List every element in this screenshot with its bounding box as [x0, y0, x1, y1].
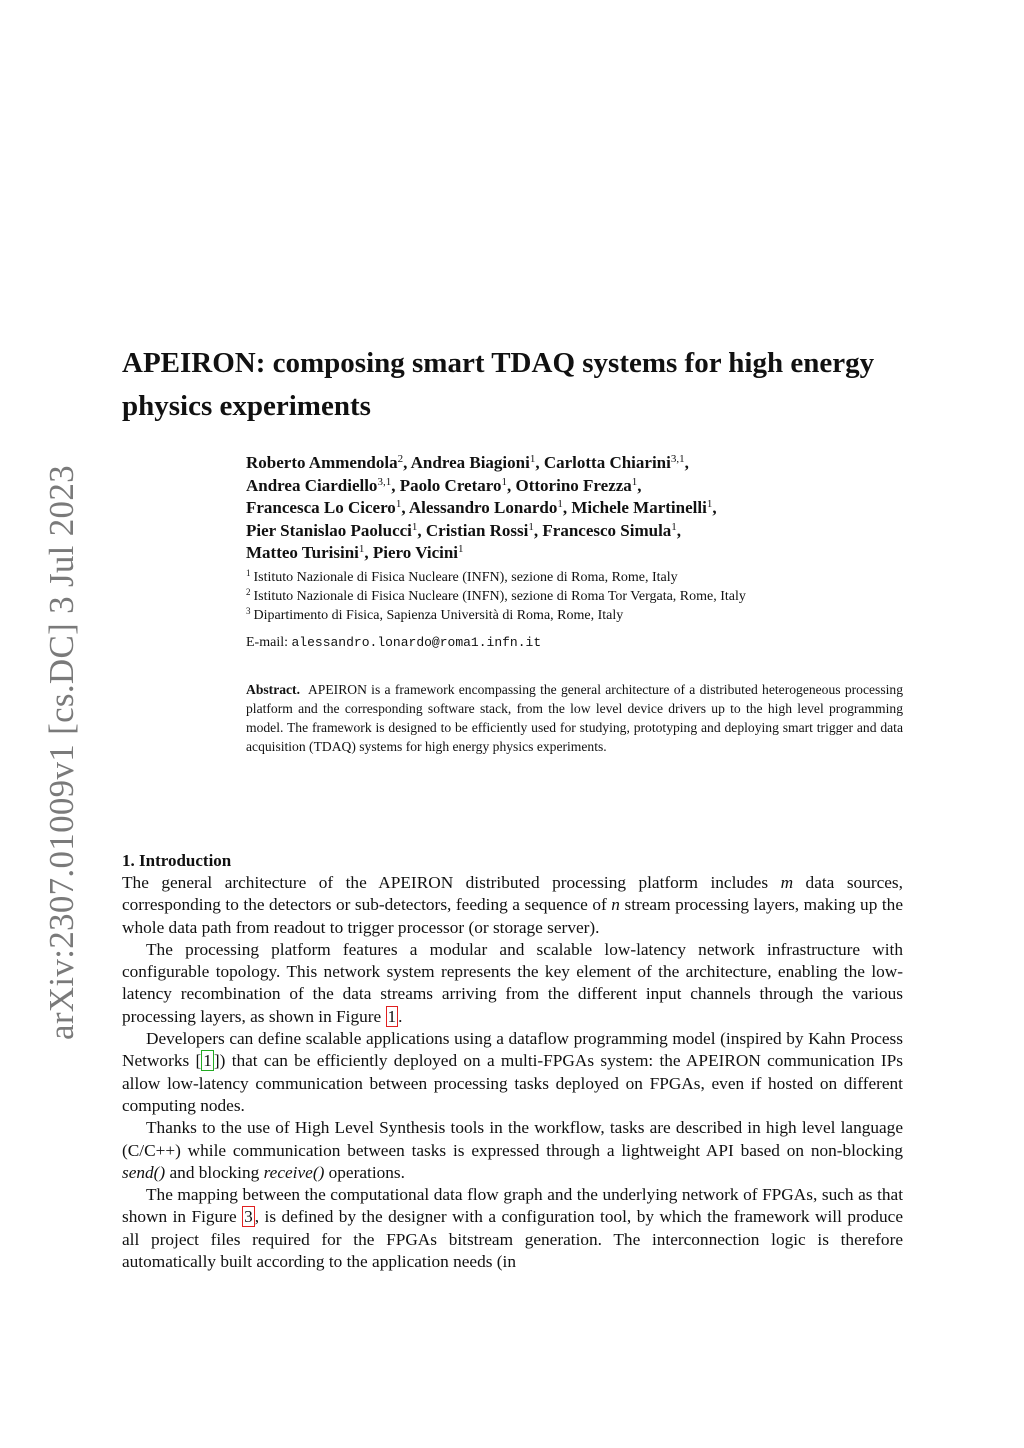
author: Cristian Rossi$^1$,: [425, 520, 543, 540]
affiliation: $^3$ Dipartimento di Fisica, Sapienza Università di Roma, Rome, Italy: [246, 606, 624, 623]
author: Matteo Turisini$^1$,: [246, 543, 373, 562]
affiliation-list: [246, 568, 906, 625]
author: Roberto Ammendola$^2$,: [246, 453, 411, 472]
author: Alessandro Lonardo$^1$,: [408, 498, 572, 517]
figure-link[interactable]: 1: [387, 1006, 397, 1026]
author: Andrea Biagioni$^1$,: [410, 453, 544, 472]
author: Michele Martinelli$^1$,: [571, 498, 717, 517]
author: Ottorino Frezza$^1$,: [515, 475, 642, 495]
affiliation: $^2$ Istituto Nazionale di Fisica Nucleare (INFN), sezione di Roma Tor Vergata, Rome, Italy: [246, 587, 746, 604]
author: Francesca Lo Cicero$^1$,: [246, 498, 409, 517]
arxiv-identifier: arXiv:2307.01009v1 [cs.DC] 3 Jul 2023: [42, 465, 81, 1040]
abstract-text: APEIRON is a framework encompassing the general architecture of a distributed heterogeneous processing platform and the corresponding software stack, from the low level device drivers up to the high level programming model. The framework is designed to be efficiently used for studying, prototyping and deploying smart trigger and data acquisition (TDAQ) systems for high energy physics experiments.: [246, 682, 903, 754]
author: Francesco Simula$^1$,: [542, 520, 682, 540]
author: Paolo Cretaro$^1$,: [399, 475, 516, 495]
author: Pier Stanislao Paolucci$^1$,: [246, 520, 426, 540]
section-heading: 1. Introduction: [122, 851, 232, 870]
email-label: E-mail:: [246, 635, 288, 650]
author: Piero Vicini$^1$: [372, 543, 464, 562]
paragraph: The general architecture of the APEIRON distributed processing platform includes m data sources, corresponding to the detectors or sub-detectors, feeding a sequence of n stream processing layers, making up the whole data path from readout to trigger processor (or storage server).: [122, 873, 903, 937]
author-list: [246, 452, 906, 565]
paragraph: The processing platform features a modular and scalable low-latency network infrastructure with configurable topology. This network system represents the key element of the architecture, enabling the low-latency recombination of the data streams arriving from the different input channels through the various processing layers, as shown in Figure 1 .: [122, 939, 903, 1026]
paragraph: Developers can define scalable applications using a dataflow programming model (inspired by Kahn Process Networks [ 1 ]) that can be efficiently deployed on a multi-FPGAs system: the APEIRON communication IPs allow low-latency communication between processing tasks deployed on FPGAs, even if hosted on different computing nodes.: [122, 1029, 903, 1115]
author: Carlotta Chiarini$^{3,1}$,: [543, 453, 689, 472]
abstract: [246, 680, 903, 756]
paragraph: Thanks to the use of High Level Synthesis tools in the workflow, tasks are described in high level language (C/C++) while communication between tasks is expressed through a lightweight API based on non-blocking send() and blocking receive() operations.: [122, 1118, 903, 1182]
abstract-label: Abstract.: [246, 682, 300, 697]
paragraph: The mapping between the computational data flow graph and the underlying network of FPGAs, such as that shown in Figure 3 , is defined by the designer with a configuration tool, by which the framework will produce all project files required for the FPGAs bitstream generation. The interconnection logic is therefore automatically built according to the application needs (in: [122, 1185, 903, 1272]
paper-title: APEIRON: composing smart TDAQ systems for high energy physics experiments: [122, 347, 875, 422]
section-body: [122, 872, 903, 1273]
contact-email: [246, 635, 541, 651]
figure-link[interactable]: 3: [244, 1207, 253, 1227]
email-address[interactable]: alessandro.lonardo@roma1.infn.it: [291, 635, 542, 650]
citation-link[interactable]: 1: [203, 1051, 212, 1071]
affiliation: $^1$ Istituto Nazionale di Fisica Nucleare (INFN), sezione di Roma, Rome, Italy: [246, 568, 678, 585]
author: Andrea Ciardiello$^{3,1}$,: [246, 475, 400, 495]
